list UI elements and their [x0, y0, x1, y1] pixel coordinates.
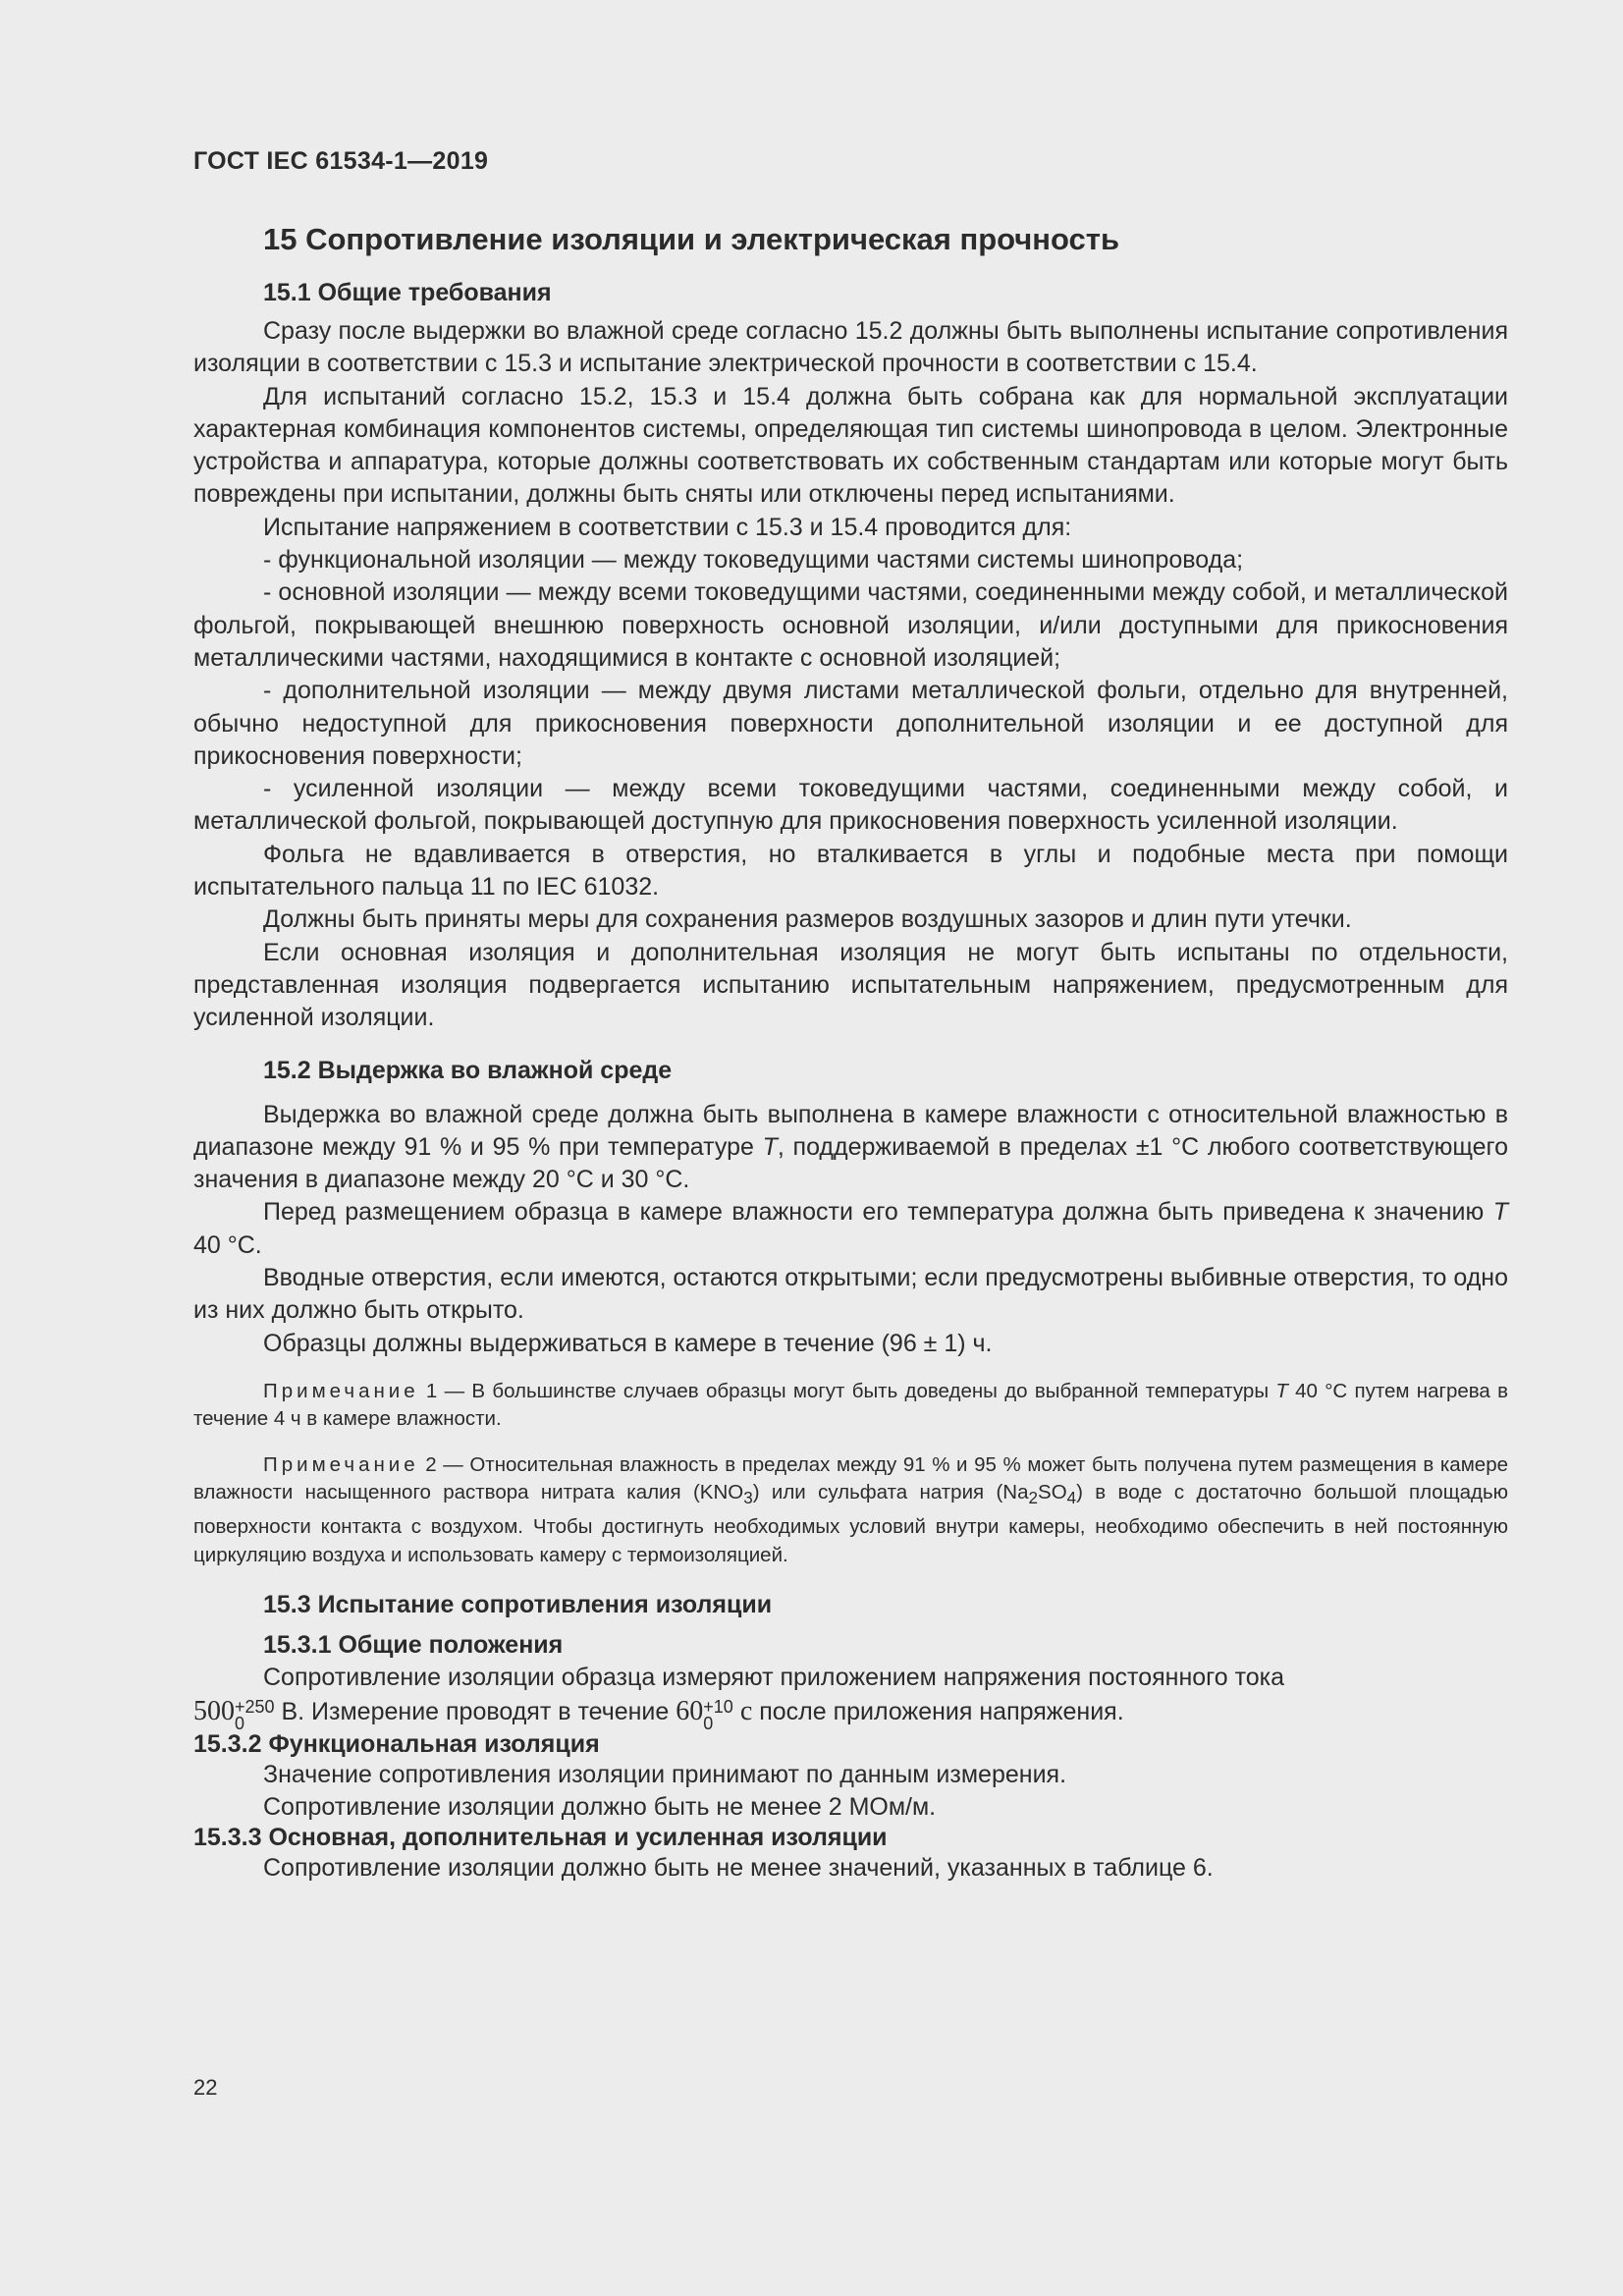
- paragraph: Вводные отверстия, если имеются, остаются открытыми; если предусмотрены выбивные отверстия, то одно из них должно быть открыто.: [193, 1264, 1508, 1325]
- temperature-symbol: T: [1492, 1198, 1508, 1227]
- paragraph: Сразу после выдержки во влажной среде согласно 15.2 должны быть выполнены испытание сопротивления изоляции в соответствии с 15.3 и испытание электрической прочности в соответствии с 15.4.: [193, 317, 1508, 378]
- paragraph: Значение сопротивления изоляции принимают по данным измерения.: [263, 1760, 1067, 1788]
- time-value: 60: [676, 1696, 704, 1727]
- section-15-2-title: 15.2 Выдержка во влажной среде: [263, 1056, 673, 1084]
- section-15-3-3-title: 15.3.3 Основная, дополнительная и усиленная изоляции: [193, 1824, 888, 1852]
- note-1: Примечание 1 — В большинстве случаев образцы могут быть доведены до выбранной температуры T 40 °С путем нагрева в течение 4 ч в камере влажности.: [193, 1379, 1508, 1431]
- paragraph: Сопротивление изоляции должно быть не менее значений, указанных в таблице 6.: [263, 1854, 1214, 1883]
- document-code: ГОСТ IEC 61534-1—2019: [193, 147, 489, 175]
- note-2: Примечание 2 — Относительная влажность в пределах между 91 % и 95 % может быть получена путем размещения в камере влажности насыщенного раствора нитрата калия $(KNO_3)$ или сульфата натрия $(Na_2SO_4)$ в воде с достаточно большой площадью поверхности контакта с воздухом. Чтобы достигнуть необходимых условий внутри камеры, необходимо обеспечить в ней постоянную циркуляцию воздуха и использовать камеру с термоизоляцией.: [193, 1452, 1508, 1566]
- voltage-formula-line: 500 +250 0 В. Измерение проводят в течение 60 +10 0 с после приложения напряжения.: [193, 1696, 1124, 1733]
- voltage-value: 500: [193, 1696, 235, 1727]
- section-15-1-title: 15.1 Общие требования: [263, 279, 552, 306]
- paragraph: Испытание напряжением в соответствии с 15.3 и 15.4 проводится для:: [263, 513, 1072, 541]
- page-content: [193, 222, 1508, 1886]
- section-15-3-title: 15.3 Испытание сопротивления изоляции: [263, 1591, 773, 1618]
- paragraph: Должны быть приняты меры для сохранения размеров воздушных зазоров и длин пути утечки.: [263, 905, 1352, 934]
- paragraph: Сопротивление изоляции образца измеряют приложением напряжения постоянного тока: [263, 1664, 1285, 1691]
- section-15-3-2-title: 15.3.2 Функциональная изоляция: [193, 1729, 600, 1758]
- paragraph: Образцы должны выдерживаться в камере в течение (96 ± 1) ч.: [263, 1329, 993, 1357]
- paragraph: Выдержка во влажной среде должна быть выполнена в камере влажности с относительной влажностью в диапазоне между 91 % и 95 % при температуре T, поддерживаемой в пределах ±1 °С любого соответствующего значения в диапазоне между 20 °С и 30 °С.: [193, 1100, 1508, 1194]
- list-item: - основной изоляции — между всеми токоведущими частями, соединенными между собой, и металлической фольгой, покрывающей внешнюю поверхность основной изоляции, и/или доступными для прикосновения металлическими частями, находящимися в контакте с основной изоляцией;: [193, 578, 1508, 672]
- temperature-symbol: T: [762, 1132, 778, 1161]
- paragraph: Для испытаний согласно 15.2, 15.3 и 15.4 должна быть собрана как для нормальной эксплуатации характерная комбинация компонентов системы, определяющая тип системы шинопровода в целом. Электронные устройства и аппаратура, которые должны соответствовать их собственным стандартам или которые могут быть повреждены при испытании, должны быть сняты или отключены перед испытаниями.: [193, 382, 1508, 509]
- voltage-tolerance: +250 0: [235, 1696, 275, 1733]
- list-item: - функциональной изоляции — между токоведущими частями системы шинопровода;: [263, 546, 1244, 574]
- paragraph: Если основная изоляция и дополнительная изоляция не могут быть испытаны по отдельности, представленная изоляция подвергается испытанию испытательным напряжением, предусмотренным для усиленной изоляции.: [193, 938, 1508, 1032]
- time-tolerance: +10 0: [703, 1696, 733, 1733]
- section-15-title: 15 Сопротивление изоляции и электрическая прочность: [263, 222, 1120, 256]
- paragraph: Фольга не вдавливается в отверстия, но вталкивается в углы и подобные места при помощи испытательного пальца 11 по IEC 61032.: [193, 840, 1508, 902]
- paragraph: Перед размещением образца в камере влажности его температура должна быть приведена к значению T 40 °С.: [193, 1198, 1508, 1259]
- page-number: 22: [193, 2075, 218, 2100]
- list-item: - дополнительной изоляции — между двумя листами металлической фольги, отдельно для внутренней, обычно недоступной для прикосновения поверхности дополнительной изоляции и ее доступной для прикосновения поверхности;: [193, 677, 1508, 770]
- list-item: - усиленной изоляции — между всеми токоведущими частями, соединенными между собой, и металлической фольгой, покрывающей доступную для прикосновения поверхность усиленной изоляции.: [193, 775, 1508, 836]
- paragraph: Сопротивление изоляции должно быть не менее 2 МОм/м.: [263, 1792, 937, 1821]
- section-15-3-1-title: 15.3.1 Общие положения: [263, 1631, 564, 1659]
